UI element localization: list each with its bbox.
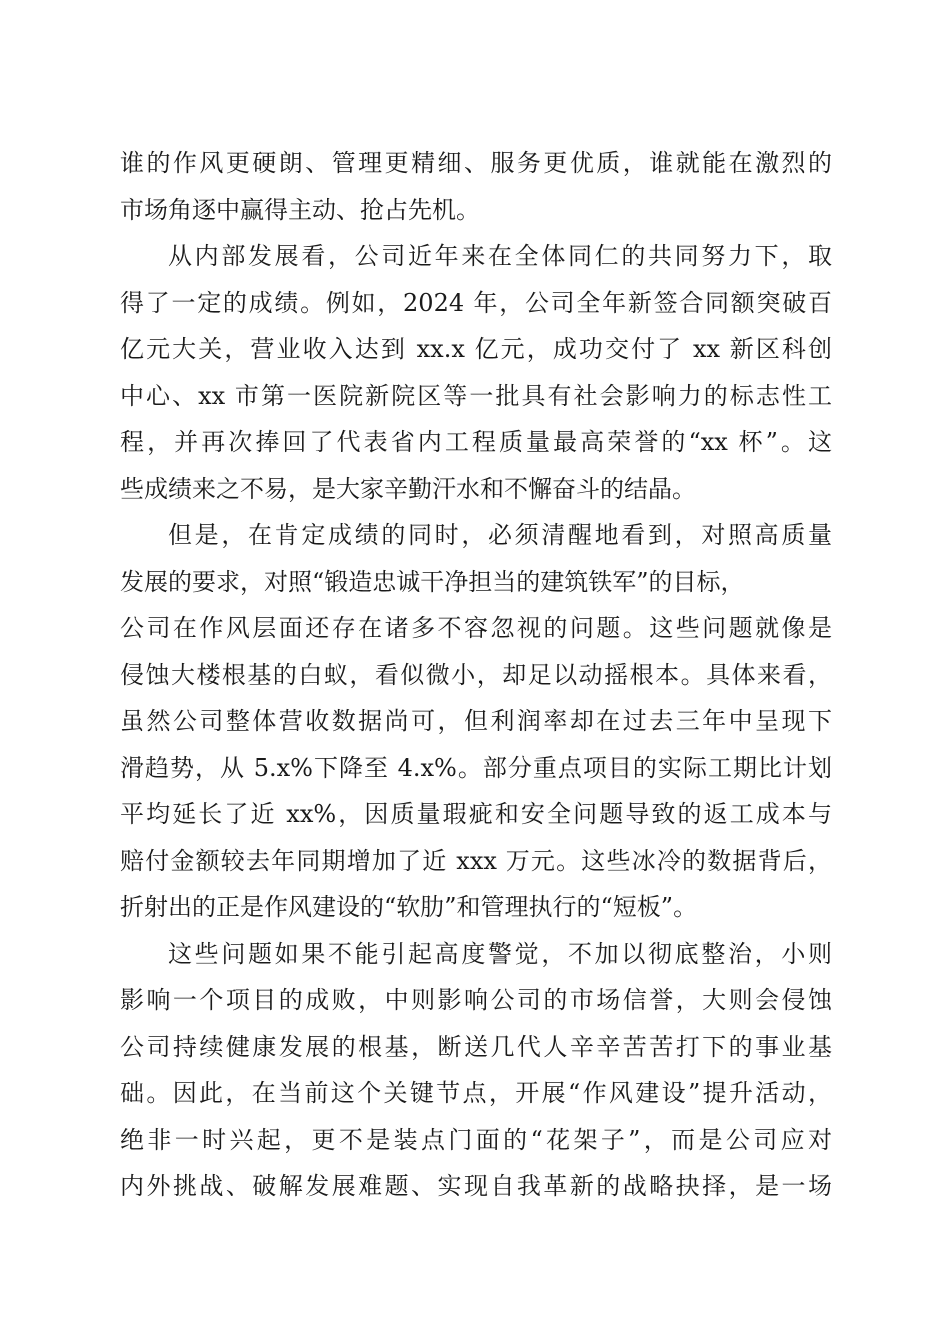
text-line: 影响一个项目的成败，中则影响公司的市场信誉，大则会侵蚀	[120, 986, 832, 1014]
text-line: 公司持续健康发展的根基，断送几代人辛辛苦苦打下的事业基	[120, 1032, 832, 1061]
text-line: 得了一定的成绩。例如，2024 年，公司全年新签合同额突破百	[120, 288, 832, 317]
text-line: 侵蚀大楼根基的白蚁，看似微小，却足以动摇根本。具体来看，	[120, 660, 832, 689]
body-text	[120, 140, 832, 1210]
text-line: 些成绩来之不易，是大家辛勤汗水和不懈奋斗的结晶。	[120, 474, 696, 503]
text-line: 亿元大关，营业收入达到 xx.x 亿元，成功交付了 xx 新区科创	[120, 335, 832, 363]
text-line: 从内部发展看，公司近年来在全体同仁的共同努力下，取	[168, 242, 832, 270]
text-line: 但是，在肯定成绩的同时，必须清醒地看到，对照高质量	[168, 521, 832, 549]
text-line: 础。因此，在当前这个关键节点，开展“作风建设”提升活动，	[120, 1079, 832, 1107]
text-line: 折射出的正是作风建设的“软肋”和管理执行的“短板”。	[120, 893, 698, 921]
text-line: 平均延长了近 xx%，因质量瑕疵和安全问题导致的返工成本与	[120, 800, 832, 828]
text-line: 滑趋势，从 5.x%下降至 4.x%。部分重点项目的实际工期比计划	[120, 753, 832, 782]
text-line: 绝非一时兴起，更不是装点门面的“花架子”，而是公司应对	[120, 1125, 832, 1154]
text-line: 这些问题如果不能引起高度警觉，不加以彻底整治，小则	[168, 939, 832, 968]
text-line: 中心、xx 市第一医院新院区等一批具有社会影响力的标志性工	[120, 381, 832, 410]
text-line: 内外挑战、破解发展难题、实现自我革新的战略抉择，是一场	[120, 1172, 832, 1200]
text-line: 公司在作风层面还存在诸多不容忽视的问题。这些问题就像是	[120, 614, 832, 642]
text-line: 程，并再次捧回了代表省内工程质量最高荣誉的“xx 杯”。这	[120, 428, 832, 456]
text-line: 市场角逐中赢得主动、抢占先机。	[120, 195, 480, 224]
text-line: 赔付金额较去年同期增加了近 xxx 万元。这些冰冷的数据背后，	[120, 846, 832, 875]
text-line: 虽然公司整体营收数据尚可，但利润率却在过去三年中呈现下	[120, 707, 832, 735]
text-line: 谁的作风更硬朗、管理更精细、服务更优质，谁就能在激烈的	[120, 149, 832, 177]
text-line: 发展的要求，对照“锻造忠诚干净担当的建筑铁军”的目标，	[120, 567, 745, 596]
